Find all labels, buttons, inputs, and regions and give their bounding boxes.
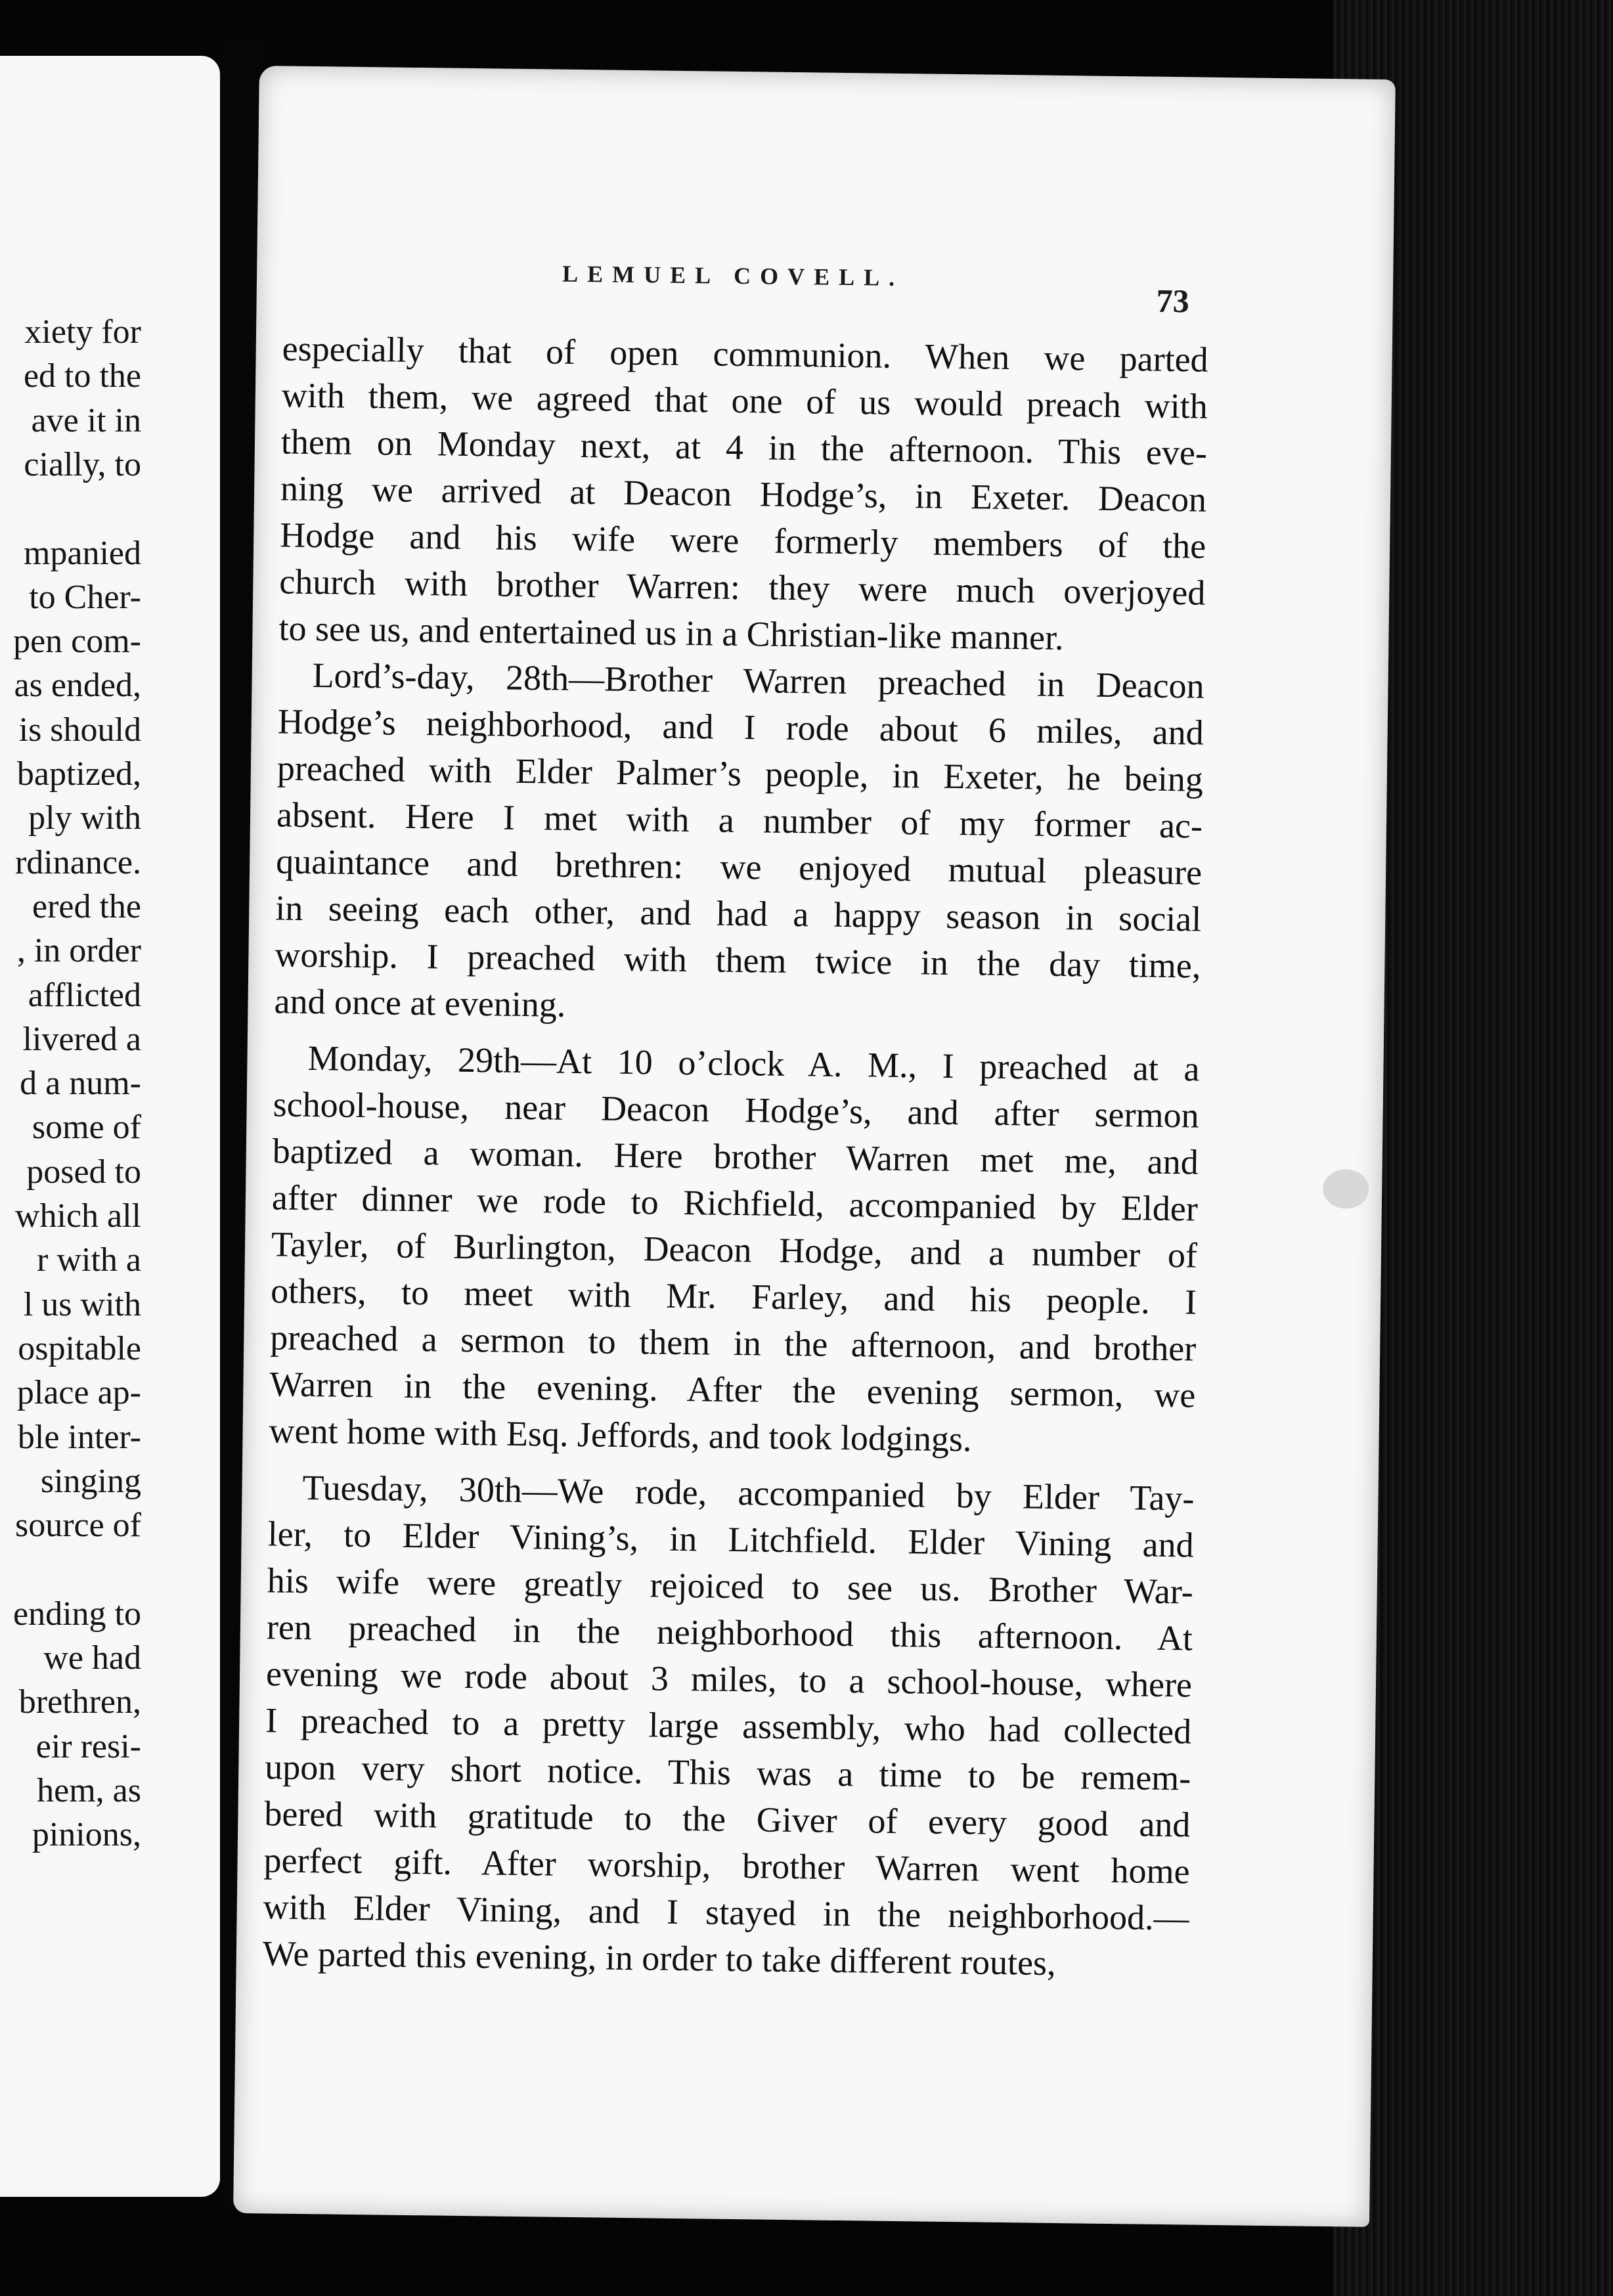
text-line: absent. Here I met with a number of my former ac-: [276, 795, 1203, 846]
text-line: baptized a woman. Here brother Warren met me, and: [272, 1131, 1199, 1182]
left-page-line: hem, as: [37, 1771, 141, 1809]
text-line: Tuesday, 30th—We rode, accompanied by Elder Tay-: [302, 1467, 1195, 1518]
page-number: 73: [1156, 282, 1190, 320]
text-line: ler, to Elder Vining’s, in Litchfield. Elder Vining and: [267, 1514, 1194, 1565]
text-line: worship. I preached with them twice in the day time,: [275, 935, 1201, 986]
text-line: We parted this evening, in order to take different routes,: [262, 1933, 1056, 1983]
left-page-line: l us with: [23, 1285, 141, 1323]
running-head: LEMUEL COVELL.: [562, 260, 904, 292]
text-line: I preached to a pretty large assembly, who had collected: [265, 1700, 1192, 1752]
text-line: quaintance and brethren: we enjoyed mutual pleasure: [275, 841, 1203, 893]
left-page-line: ply with: [28, 799, 141, 837]
text-line: in seeing each other, and had a happy season in social: [275, 888, 1202, 939]
left-page-line: mpanied: [23, 534, 141, 572]
left-page-line: place ap-: [16, 1374, 141, 1412]
left-page-line: singing: [40, 1462, 141, 1500]
text-line: Hodge and his wife were formerly members of the: [279, 515, 1206, 566]
left-page-line: which all: [14, 1197, 141, 1235]
left-page-line: d a num-: [20, 1065, 141, 1103]
text-line: evening we rode about 3 miles, to a school-house, where: [265, 1654, 1193, 1705]
left-page-line: to Cher-: [29, 578, 141, 616]
left-page-line: r with a: [37, 1241, 141, 1279]
left-page-line: brethren,: [18, 1683, 141, 1721]
left-page-line: rdinance.: [14, 843, 141, 881]
paragraph: [278, 325, 1208, 663]
text-line: upon very short notice. This was a time to be remem-: [264, 1747, 1191, 1798]
text-line: with Elder Vining, and I stayed in the neighborhood.—: [263, 1887, 1190, 1938]
text-line: Hodge’s neighborhood, and I rode about 6 miles, and: [277, 701, 1204, 753]
text-line: perfect gift. After worship, brother Warren went home: [263, 1840, 1190, 1891]
text-line: bered with gratitude to the Giver of every good and: [264, 1794, 1191, 1845]
text-line: school-house, near Deacon Hodge’s, and after sermon: [273, 1084, 1199, 1136]
left-page-line: we had: [43, 1639, 141, 1677]
text-line: with them, we agreed that one of us would preach with: [281, 375, 1208, 426]
text-line: ning we arrived at Deacon Hodge’s, in Exeter. Deacon: [280, 468, 1207, 519]
text-line: went home with Esq. Jeffords, and took lodgings.: [269, 1411, 972, 1459]
paragraph: [269, 1034, 1200, 1465]
left-page-line: is should: [18, 711, 141, 749]
left-page-line: source of: [14, 1507, 141, 1545]
left-page-line: baptized,: [16, 755, 141, 793]
text-line: preached with Elder Palmer’s people, in Exeter, he being: [276, 748, 1204, 799]
text-line: them on Monday next, at 4 in the afternoon. This eve-: [280, 422, 1208, 473]
text-line: especially that of open communion. When we parted: [282, 328, 1209, 380]
text-line: ren preached in the neighborhood this afternoon. At: [266, 1607, 1193, 1658]
text-line: and once at evening.: [274, 981, 566, 1025]
text-line: Monday, 29th—At 10 o’clock A. M., I preached at a: [307, 1038, 1200, 1089]
text-line: his wife were greatly rejoiced to see us. Brother War-: [267, 1560, 1194, 1612]
left-page-line: as ended,: [14, 667, 141, 705]
left-page-line: cially, to: [24, 445, 141, 483]
left-page-line: pen com-: [13, 623, 141, 661]
left-facing-page: [0, 56, 220, 2197]
paragraph: [274, 651, 1204, 1036]
left-page-line: ospitable: [18, 1329, 141, 1367]
left-page-line: afflicted: [28, 976, 141, 1014]
paragraph: [262, 1464, 1194, 1988]
left-page-line: ave it in: [31, 401, 141, 439]
left-page-line: pinions,: [32, 1816, 141, 1854]
body-text: [262, 325, 1208, 1988]
left-page-line: livered a: [22, 1020, 141, 1058]
book-page-73: [233, 66, 1396, 2227]
left-page-line: xiety for: [24, 313, 141, 351]
left-page-line: ble inter-: [17, 1418, 141, 1456]
text-line: preached a sermon to them in the afternoon, and brother: [269, 1317, 1197, 1369]
left-page-line: some of: [32, 1109, 141, 1147]
left-page-line: posed to: [26, 1153, 141, 1191]
text-line: after dinner we rode to Richfield, accompanied by Elder: [271, 1178, 1199, 1229]
page-stain: [1323, 1169, 1369, 1209]
left-page-line: eir resi-: [35, 1727, 141, 1765]
text-line: to see us, and entertained us in a Christian-like manner.: [278, 608, 1064, 658]
left-page-line: ending to: [13, 1595, 141, 1633]
text-line: others, to meet with Mr. Farley, and his people. I: [270, 1271, 1197, 1322]
left-page-line: , in order: [16, 932, 141, 970]
text-line: Warren in the evening. After the evening sermon, we: [269, 1364, 1196, 1415]
text-line: church with brother Warren: they were much overjoyed: [279, 562, 1206, 613]
text-line: Tayler, of Burlington, Deacon Hodge, and a number of: [271, 1224, 1198, 1275]
text-line: Lord’s-day, 28th—Brother Warren preached in Deacon: [312, 655, 1204, 706]
left-page-line: ered the: [32, 887, 141, 925]
left-page-line: ed to the: [23, 357, 141, 395]
